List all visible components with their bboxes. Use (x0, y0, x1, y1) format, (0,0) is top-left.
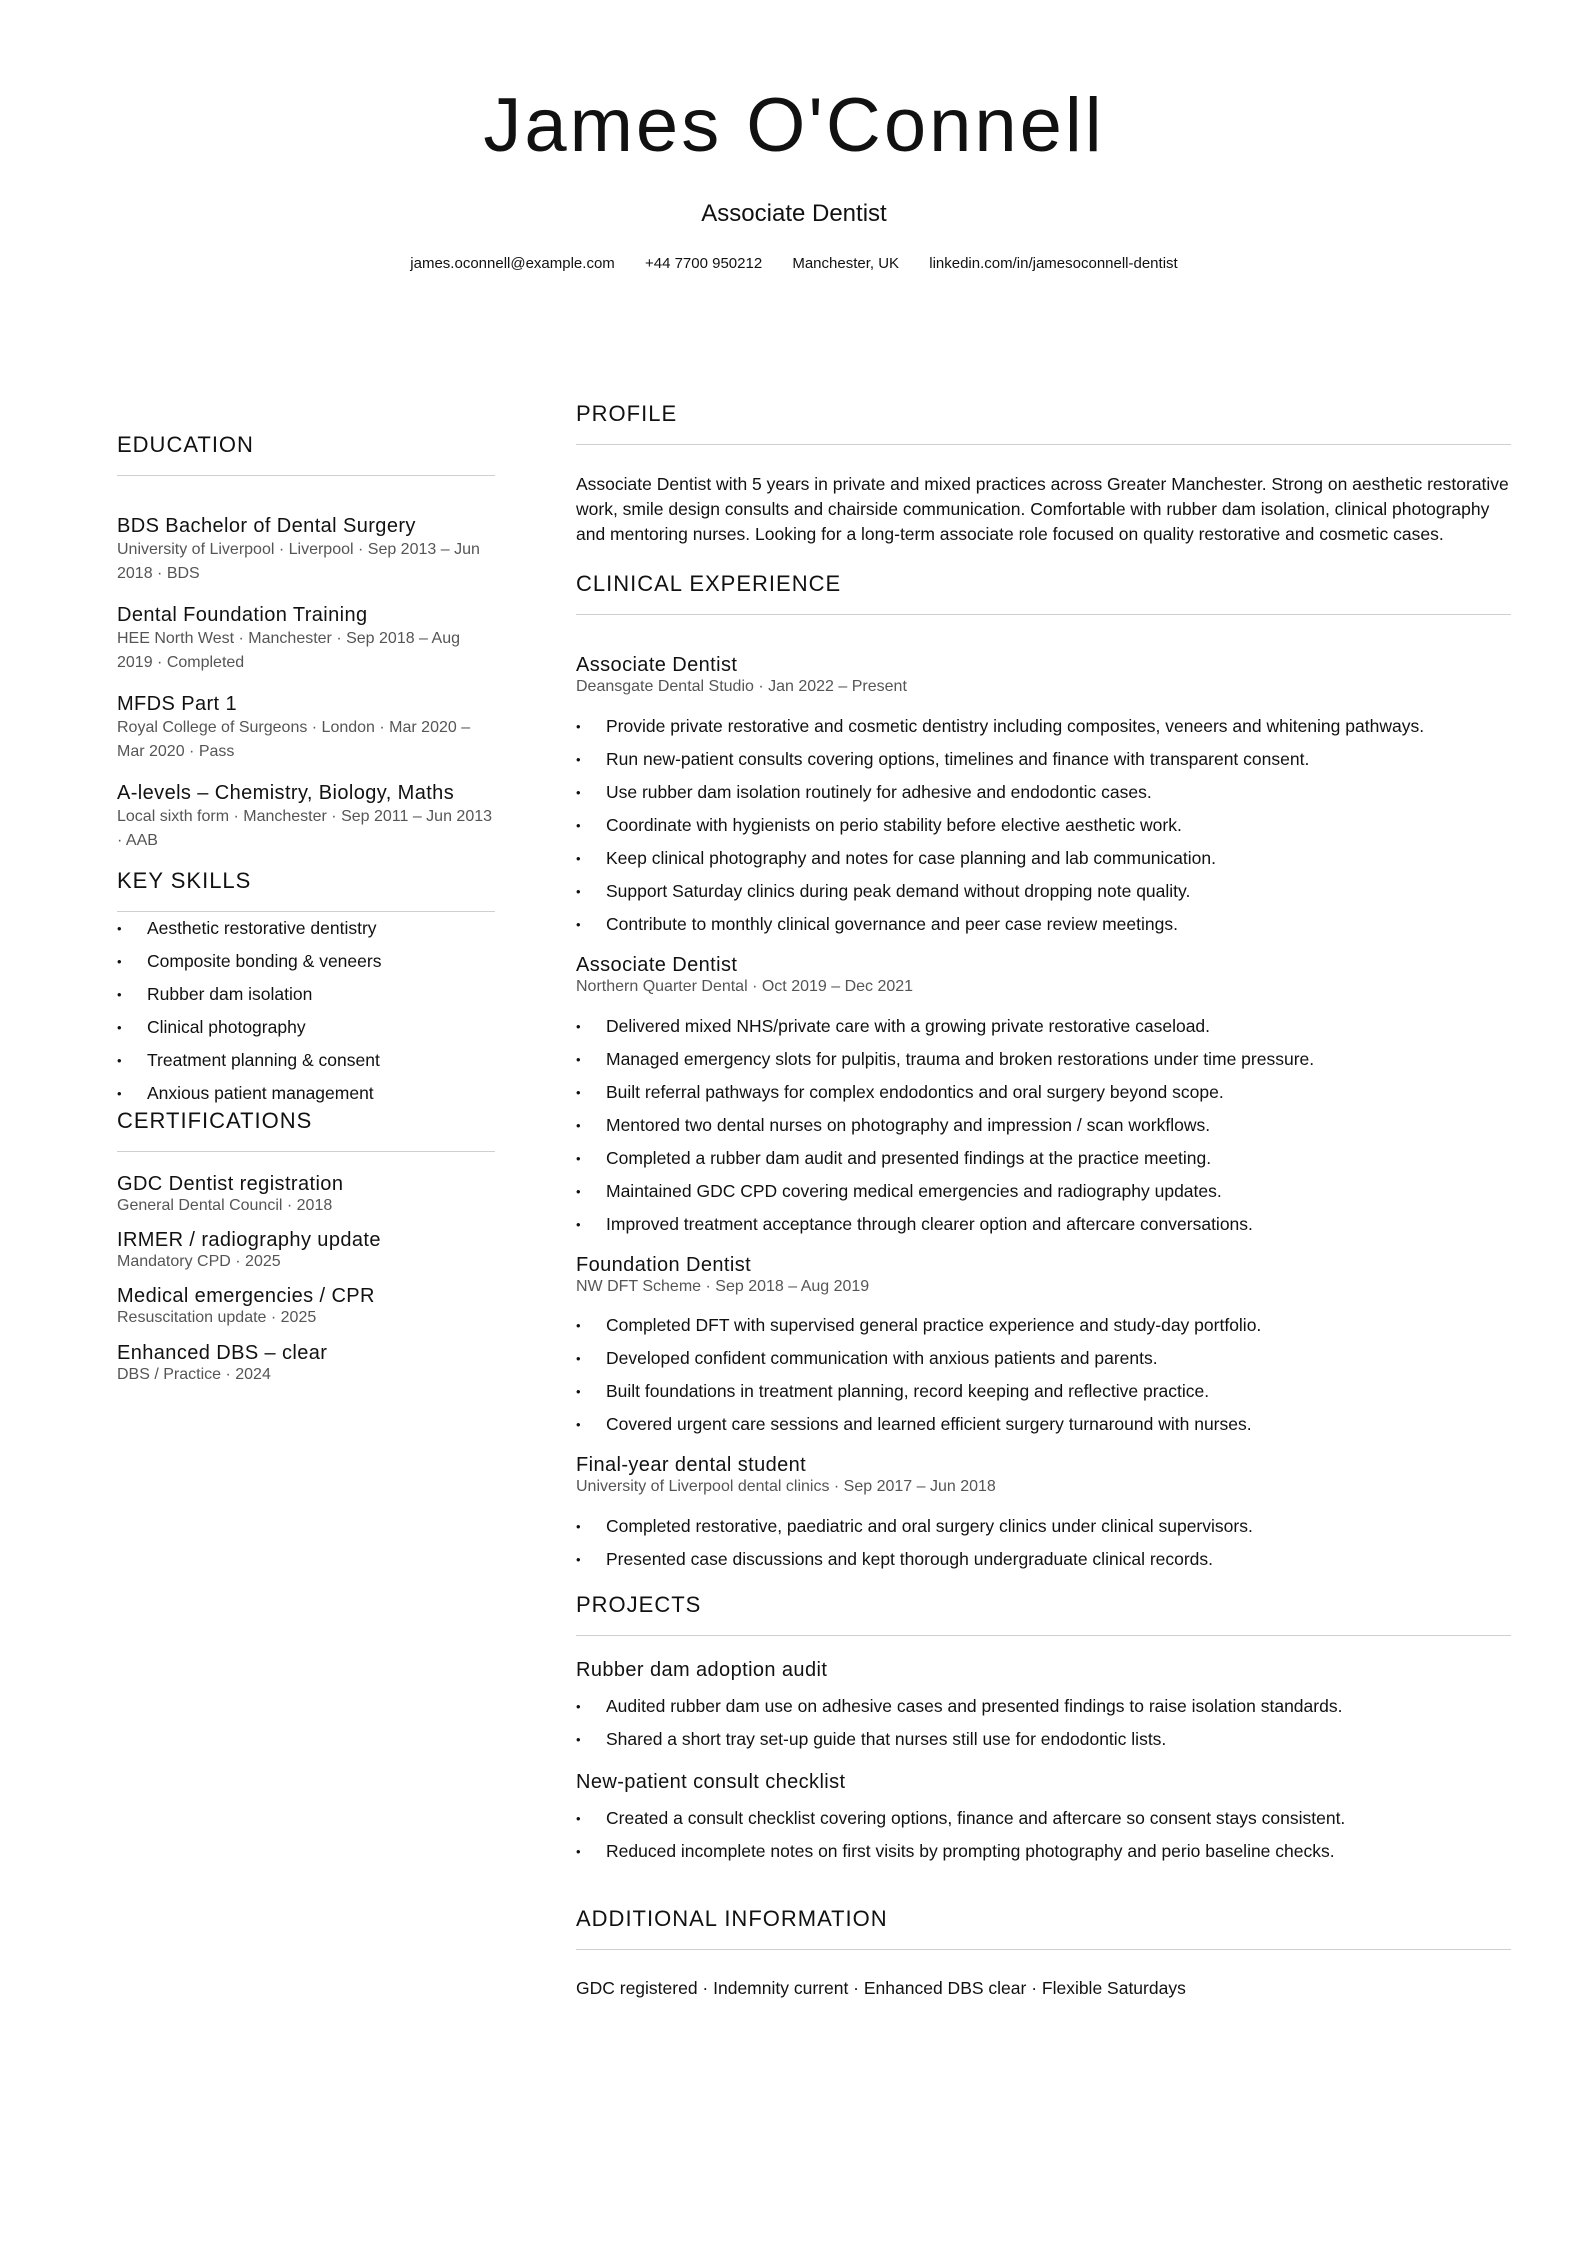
section-divider (117, 1151, 495, 1152)
job-employer-dates: University of Liverpool dental clinics · Sep 2017 – Jun 2018 (576, 1478, 996, 1496)
job-bullet: • Completed restorative, paediatric and oral surgery clinics under clinical supervisors. (576, 1510, 1511, 1543)
education-list (117, 514, 495, 853)
profile-summary: Associate Dentist with 5 years in private and mixed practices across Greater Manchester. Strong on aesthetic restorative work, smile design consults and chairside communication. Comfortable with rubber dam isolation, clinical photography and mentoring nurses. Looking for a long-term associate role focused on quality restorative and cosmetic cases. (576, 474, 1509, 544)
job-bullet: • Completed DFT with supervised general practice experience and study-day portfolio. (576, 1309, 1511, 1342)
education-details: HEE North West · Manchester · Sep 2018 – Aug 2019 · Completed (117, 630, 460, 671)
job-bullet: • Contribute to monthly clinical governance and peer case review meetings. (576, 908, 1511, 941)
skill-item: • Anxious patient management (117, 1077, 495, 1110)
job-bullet: • Keep clinical photography and notes for case planning and lab communication. (576, 842, 1511, 875)
job-title: Foundation Dentist (576, 1253, 752, 1276)
education-item (117, 514, 495, 586)
project-bullet: • Shared a short tray set-up guide that nurses still use for endodontic lists. (576, 1723, 1511, 1756)
education-title: A-levels – Chemistry, Biology, Maths (117, 782, 455, 804)
job-bullet: • Improved treatment acceptance through clearer option and aftercare conversations. (576, 1208, 1511, 1241)
project-title: New-patient consult checklist (576, 1771, 846, 1794)
section-heading: CERTIFICATIONS (117, 1108, 313, 1133)
job-bullet: • Run new-patient consults covering options, timelines and finance with transparent consent. (576, 743, 1511, 776)
education-title: BDS Bachelor of Dental Surgery (117, 515, 416, 537)
job-bullets (576, 1309, 1511, 1441)
project-bullet: • Created a consult checklist covering options, finance and aftercare so consent stays consistent. (576, 1802, 1511, 1835)
section-divider (576, 614, 1511, 615)
additional-info-text: GDC registered · Indemnity current · Enhanced DBS clear · Flexible Saturdays (576, 1978, 1186, 1999)
certifications-section (117, 1110, 495, 1384)
education-item (117, 781, 495, 853)
contact-email: james.oconnell@example.com (410, 255, 615, 272)
education-details: Local sixth form · Manchester · Sep 2011 – Jun 2013 · AAB (117, 808, 493, 849)
project-bullet: • Audited rubber dam use on adhesive cases and presented findings to raise isolation standards. (576, 1690, 1511, 1723)
certification-item (117, 1341, 495, 1384)
education-details: Royal College of Surgeons · London · Mar 2020 – Mar 2020 · Pass (117, 719, 471, 760)
section-heading: CLINICAL EXPERIENCE (576, 571, 842, 596)
education-section (117, 434, 495, 853)
project-bullets (576, 1690, 1511, 1756)
resume-header (0, 83, 1588, 272)
skill-item: • Composite bonding & veneers (117, 945, 495, 978)
education-details: University of Liverpool · Liverpool · Sep 2013 – Jun 2018 · BDS (117, 541, 480, 582)
right-column (576, 403, 1511, 1999)
skill-item: • Aesthetic restorative dentistry (117, 912, 495, 945)
certification-title: IRMER / radiography update (117, 1229, 381, 1252)
certification-title: Enhanced DBS – clear (117, 1341, 328, 1364)
skill-item: • Rubber dam isolation (117, 978, 495, 1011)
job-bullet: • Built foundations in treatment planning, record keeping and reflective practice. (576, 1375, 1511, 1408)
contact-line (0, 256, 1588, 271)
section-heading: ADDITIONAL INFORMATION (576, 1906, 888, 1932)
job-bullet: • Delivered mixed NHS/private care with a growing private restorative caseload. (576, 1010, 1511, 1043)
certification-details: DBS / Practice · 2024 (117, 1365, 271, 1383)
certification-item (117, 1284, 495, 1327)
certification-details: Resuscitation update · 2025 (117, 1309, 317, 1327)
candidate-title: Associate Dentist (701, 200, 887, 227)
project-bullets (576, 1802, 1511, 1868)
section-heading: PROJECTS (576, 1592, 702, 1618)
job-bullet: • Completed a rubber dam audit and presented findings at the practice meeting. (576, 1142, 1511, 1175)
job-bullet: • Covered urgent care sessions and learned efficient surgery turnaround with nurses. (576, 1408, 1511, 1441)
contact-location: Manchester, UK (792, 255, 900, 272)
candidate-name: James O'Connell (483, 83, 1105, 168)
skill-item: • Treatment planning & consent (117, 1044, 495, 1077)
experience-section (576, 573, 1511, 1576)
job-entry (576, 653, 1511, 941)
section-divider (576, 1949, 1511, 1950)
job-bullet: • Managed emergency slots for pulpitis, trauma and broken restorations under time pressure. (576, 1043, 1511, 1076)
project-bullet: • Reduced incomplete notes on first visits by prompting photography and perio baseline checks. (576, 1835, 1511, 1868)
job-bullet: • Mentored two dental nurses on photography and impression / scan workflows. (576, 1109, 1511, 1142)
job-title: Associate Dentist (576, 953, 738, 976)
job-title: Final-year dental student (576, 1454, 807, 1477)
education-title: Dental Foundation Training (117, 604, 368, 626)
job-bullet: • Built referral pathways for complex endodontics and oral surgery beyond scope. (576, 1076, 1511, 1109)
section-heading: EDUCATION (117, 432, 254, 457)
job-entry (576, 1453, 1511, 1576)
section-heading: KEY SKILLS (117, 868, 252, 893)
profile-section (576, 403, 1511, 547)
education-item (117, 692, 495, 764)
projects-section (576, 1594, 1511, 1868)
section-divider (117, 475, 495, 476)
job-employer-dates: NW DFT Scheme · Sep 2018 – Aug 2019 (576, 1277, 870, 1295)
contact-phone: +44 7700 950212 (644, 255, 763, 272)
job-employer-dates: Deansgate Dental Studio · Jan 2022 – Present (576, 678, 907, 695)
certification-item (117, 1228, 495, 1271)
job-employer-dates: Northern Quarter Dental · Oct 2019 – Dec 2021 (576, 977, 914, 995)
section-heading: PROFILE (576, 401, 678, 426)
left-column (117, 434, 495, 1397)
certification-details: General Dental Council · 2018 (117, 1197, 333, 1214)
project-title: Rubber dam adoption audit (576, 1659, 828, 1682)
project-entry (576, 1658, 1511, 1756)
education-item (117, 603, 495, 675)
job-bullet: • Coordinate with hygienists on perio stability before elective aesthetic work. (576, 809, 1511, 842)
contact-linkedin: linkedin.com/in/jamesoconnell-dentist (929, 255, 1178, 272)
job-bullet: • Maintained GDC CPD covering medical emergencies and radiography updates. (576, 1175, 1511, 1208)
certification-title: GDC Dentist registration (117, 1173, 344, 1195)
job-entry (576, 1253, 1511, 1442)
job-entry (576, 953, 1511, 1241)
job-bullet: • Use rubber dam isolation routinely for adhesive and endodontic cases. (576, 776, 1511, 809)
skill-item: • Clinical photography (117, 1011, 495, 1044)
skills-list (117, 912, 495, 1110)
education-title: MFDS Part 1 (117, 693, 237, 715)
certifications-list (117, 1172, 495, 1384)
additional-section (576, 1908, 1511, 1999)
job-bullet: • Presented case discussions and kept thorough undergraduate clinical records. (576, 1543, 1511, 1576)
job-title: Associate Dentist (576, 654, 738, 676)
certification-title: Medical emergencies / CPR (117, 1285, 375, 1308)
job-bullet: • Provide private restorative and cosmetic dentistry including composites, veneers and whitening pathways. (576, 710, 1511, 743)
certification-details: Mandatory CPD · 2025 (117, 1253, 281, 1271)
skills-section (117, 870, 495, 1110)
job-bullets (576, 710, 1511, 941)
section-divider (576, 444, 1511, 445)
job-bullet: • Developed confident communication with anxious patients and parents. (576, 1342, 1511, 1375)
job-bullets (576, 1510, 1511, 1576)
job-bullets (576, 1010, 1511, 1241)
project-entry (576, 1770, 1511, 1868)
section-divider (576, 1635, 1511, 1636)
certification-item (117, 1172, 495, 1215)
job-bullet: • Support Saturday clinics during peak demand without dropping note quality. (576, 875, 1511, 908)
